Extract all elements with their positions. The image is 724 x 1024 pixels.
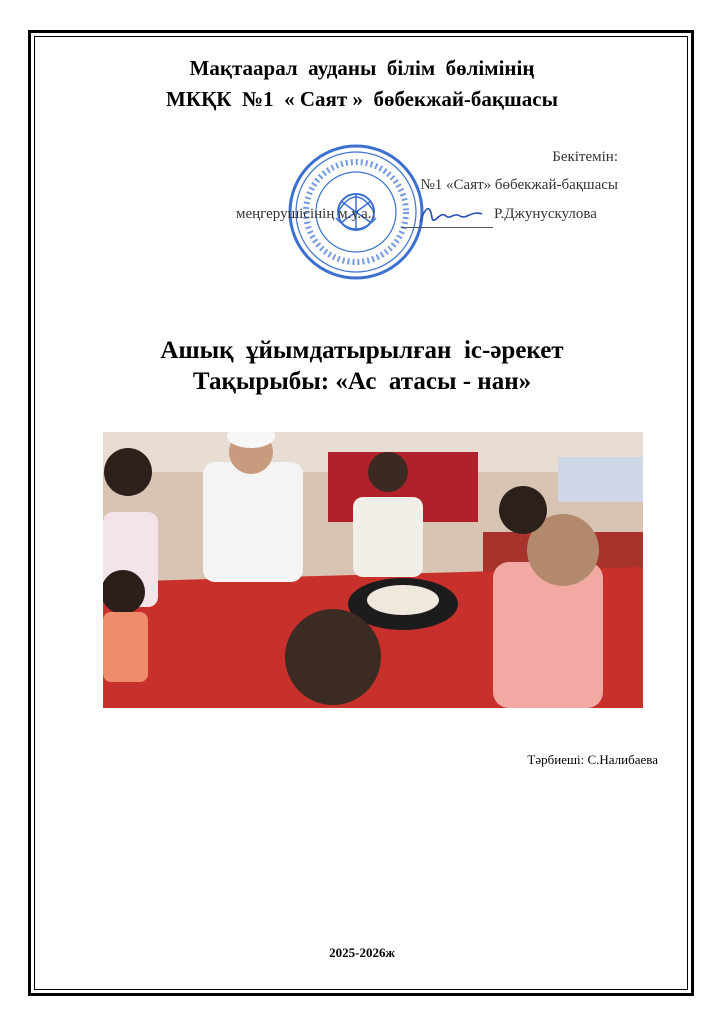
classroom-photo: [103, 432, 643, 708]
approval-org-name: №1 «Саят» бөбекжай-бақшасы: [420, 177, 618, 193]
title-line-2: Тақырыбы: «Ас атасы - нан»: [192, 368, 532, 395]
approver-name: Р.Джунускулова: [494, 206, 597, 222]
approval-approve-label: Бекітемін:: [552, 149, 618, 165]
header-line-1: Мақтаарал ауданы білім бөлімінің: [189, 56, 535, 80]
header-line-2: МКҚК №1 « Саят » бөбекжай-бақшасы: [166, 87, 558, 111]
children-bread-photo-icon: [103, 432, 643, 708]
signature-icon: [416, 200, 486, 230]
approval-block: [236, 140, 622, 290]
academic-year: 2025-2026ж: [329, 945, 395, 960]
teacher-name: Тәрбиеші: С.Налибаева: [527, 752, 658, 767]
title-line-1: Ашық ұйымдатырылған іс-әрекет: [160, 337, 564, 364]
approval-position: меңгерушісінің м.у.а.:: [236, 206, 376, 222]
